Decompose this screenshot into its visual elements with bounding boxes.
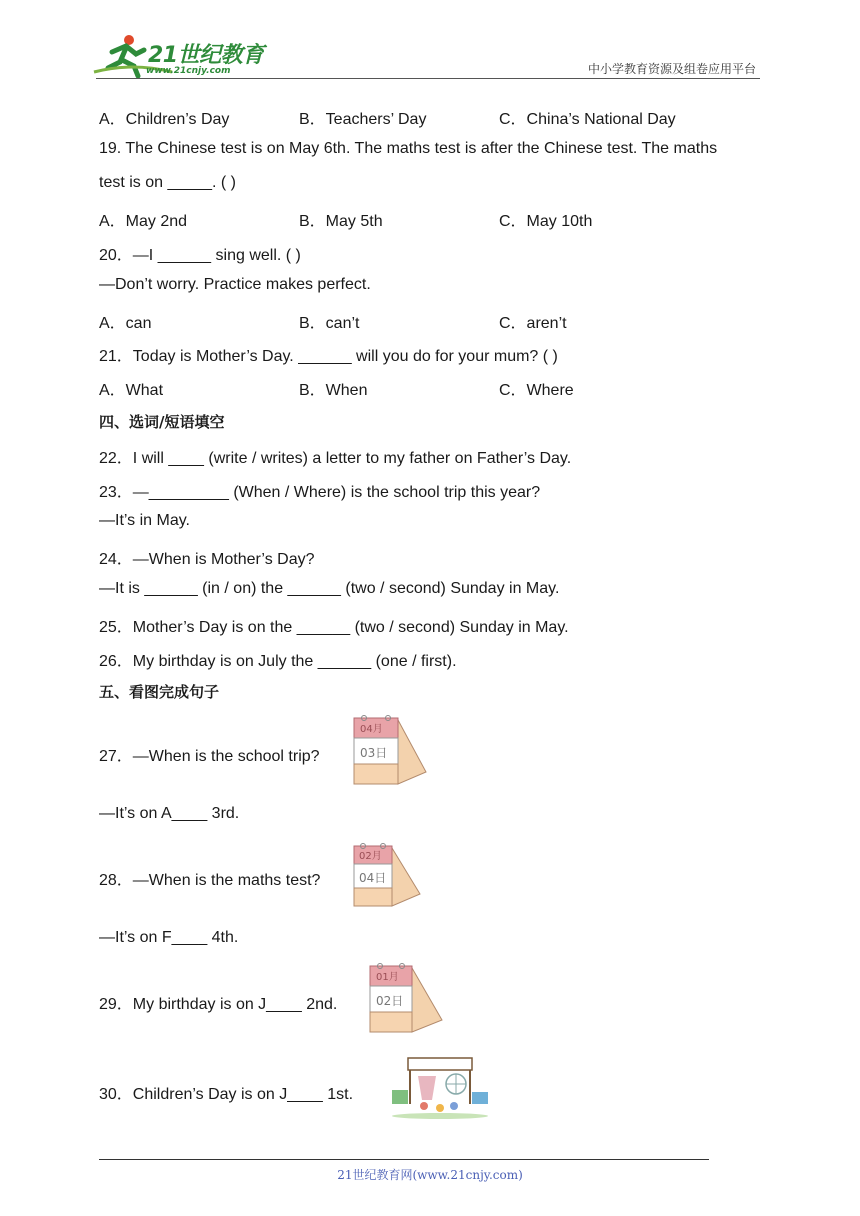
- q25-line: 25．Mother’s Day is on the ______ (two / second) Sunday in May.: [99, 619, 569, 636]
- q22-line: 22．I will ____ (write / writes) a letter to my father on Father’s Day.: [99, 450, 572, 467]
- q21-option-b: B．When: [299, 382, 368, 399]
- q28-line1: 28．—When is the maths test?: [99, 872, 321, 889]
- q18-option-c: C．China’s National Day: [499, 111, 676, 128]
- q20-line2: —Don’t worry. Practice makes perfect.: [99, 276, 371, 293]
- q18-option-a: A．Children’s Day: [99, 111, 230, 128]
- q27-line1: 27．—When is the school trip?: [99, 748, 320, 765]
- q28-calendar-month: 02月: [359, 851, 382, 862]
- q29-calendar-month: 01月: [376, 972, 399, 983]
- calendar-icon-q29: [366, 962, 444, 1036]
- q21-line1: 21．Today is Mother’s Day. ______ will you do for your mum? ( ): [99, 348, 558, 365]
- header-platform-text: 中小学教育资源及组卷应用平台: [587, 62, 756, 76]
- logo-subtitle: www.21cnjy.com: [146, 66, 231, 76]
- q20-option-a: A．can: [99, 315, 152, 332]
- footer-text: 21世纪教育网(www.21cnjy.com): [337, 1168, 523, 1182]
- section-4-heading: 四、选词/短语填空: [99, 413, 225, 431]
- q20-option-b: B．can’t: [299, 315, 360, 332]
- q19-option-a: A．May 2nd: [99, 213, 188, 230]
- q27-calendar-month: 04月: [360, 724, 383, 735]
- calendar-icon-q27: [350, 714, 428, 788]
- q28-line2: —It’s on F____ 4th.: [99, 929, 239, 946]
- q27-line2: —It’s on A____ 3rd.: [99, 805, 240, 822]
- q20-line1: 20．—I ______ sing well. ( ): [99, 247, 301, 264]
- childrens-day-illustration-icon: [384, 1056, 494, 1120]
- q24-line1: 24．—When is Mother’s Day?: [99, 551, 315, 568]
- q21-option-a: A．What: [99, 382, 164, 399]
- footer-divider: [99, 1159, 709, 1160]
- q30-line1: 30．Children’s Day is on J____ 1st.: [99, 1086, 354, 1103]
- page-header: [0, 0, 860, 80]
- q27-calendar-day: 03日: [360, 746, 388, 760]
- q20-option-c: C．aren’t: [499, 315, 567, 332]
- q19-line1: 19. The Chinese test is on May 6th. The maths test is after the Chinese test. The maths: [99, 140, 718, 157]
- q24-line2: —It is ______ (in / on) the ______ (two / second) Sunday in May.: [99, 580, 560, 597]
- q29-calendar-day: 02日: [376, 994, 404, 1008]
- q19-option-c: C．May 10th: [499, 213, 593, 230]
- section-5-heading: 五、看图完成句子: [99, 683, 220, 701]
- q29-line1: 29．My birthday is on J____ 2nd.: [99, 996, 338, 1013]
- q23-line1: 23．—_________ (When / Where) is the school trip this year?: [99, 484, 541, 501]
- q28-calendar-day: 04日: [359, 871, 387, 885]
- q21-option-c: C．Where: [499, 382, 574, 399]
- q23-line2: —It’s in May.: [99, 512, 190, 529]
- q19-line2: test is on _____. ( ): [99, 174, 236, 191]
- q26-line: 26．My birthday is on July the ______ (one / first).: [99, 653, 457, 670]
- q18-option-b: B．Teachers’ Day: [299, 111, 427, 128]
- logo-title: 21世纪教育: [148, 43, 264, 68]
- q19-option-b: B．May 5th: [299, 213, 383, 230]
- calendar-icon-q28: [350, 842, 422, 910]
- header-divider: [96, 78, 760, 79]
